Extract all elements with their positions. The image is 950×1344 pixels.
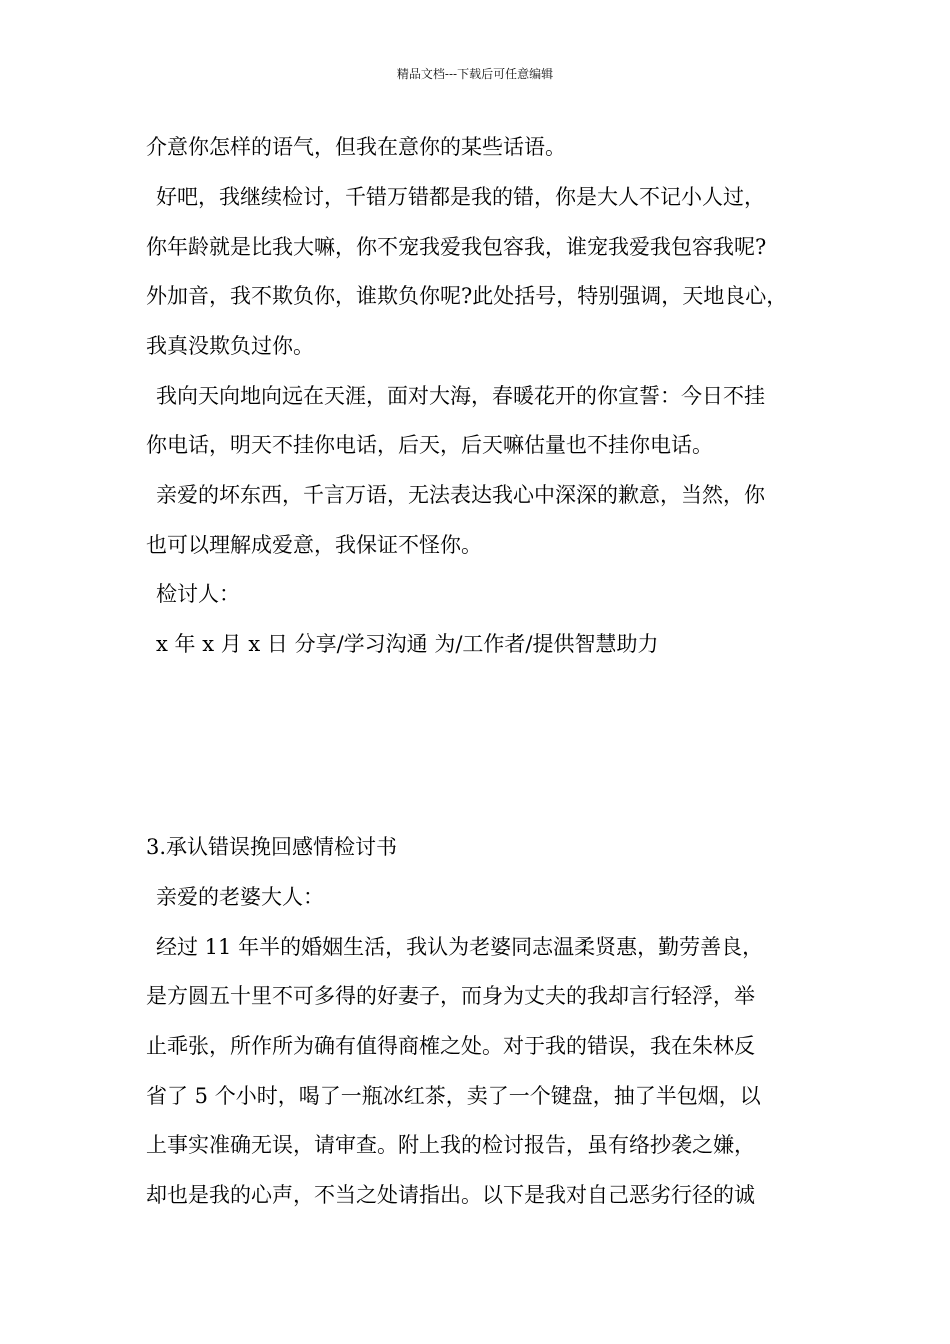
paragraph-line: 上事实准确无误，请审查。附上我的检讨报告，虽有络抄袭之嫌， xyxy=(146,1133,755,1157)
paragraph-line: 却也是我的心声，不当之处请指出。以下是我对自己恶劣行径的诚 xyxy=(146,1183,755,1207)
paragraph-line: 止乖张，所作所为确有值得商榷之处。对于我的错误，我在朱林反 xyxy=(146,1034,755,1058)
paragraph-line: 亲爱的坏东西，千言万语，无法表达我心中深深的歉意，当然，你 xyxy=(156,483,765,507)
salutation: 亲爱的老婆大人： xyxy=(156,885,324,909)
section-title: 3.承认错误挽回感情检讨书 xyxy=(146,835,398,859)
paragraph-line: 省了 5 个小时，喝了一瓶冰红茶，卖了一个键盘，抽了半包烟，以 xyxy=(146,1084,761,1108)
paragraph-line: 我向天向地向远在天涯，面对大海，春暖花开的你宣誓：今日不挂 xyxy=(156,384,765,408)
paragraph-line: 是方圆五十里不可多得的好妻子，而身为丈夫的我却言行轻浮，举 xyxy=(146,984,755,1008)
date-line: x 年 x 月 x 日 分享/学习沟通 为/工作者/提供智慧助力 xyxy=(156,632,659,656)
paragraph-line: 你电话，明天不挂你电话，后天，后天嘛估量也不挂你电话。 xyxy=(146,433,713,457)
paragraph-line: 我真没欺负过你。 xyxy=(146,334,314,358)
paragraph-line: 介意你怎样的语气，但我在意你的某些话语。 xyxy=(146,135,566,159)
signature-label: 检讨人： xyxy=(156,582,240,606)
paragraph-line: 你年龄就是比我大嘛，你不宠我爱我包容我，谁宠我爱我包容我呢? xyxy=(146,235,767,259)
paragraph-line: 也可以理解成爱意，我保证不怪你。 xyxy=(146,533,482,557)
paragraph-line: 外加音，我不欺负你，谁欺负你呢?此处括号，特别强调，天地良心， xyxy=(146,284,788,308)
page-header: 精品文档---下载后可任意编辑 xyxy=(396,67,554,81)
paragraph-line: 好吧，我继续检讨，千错万错都是我的错，你是大人不记小人过， xyxy=(156,185,765,209)
paragraph-line: 经过 11 年半的婚姻生活，我认为老婆同志温柔贤惠，勤劳善良， xyxy=(156,935,764,959)
